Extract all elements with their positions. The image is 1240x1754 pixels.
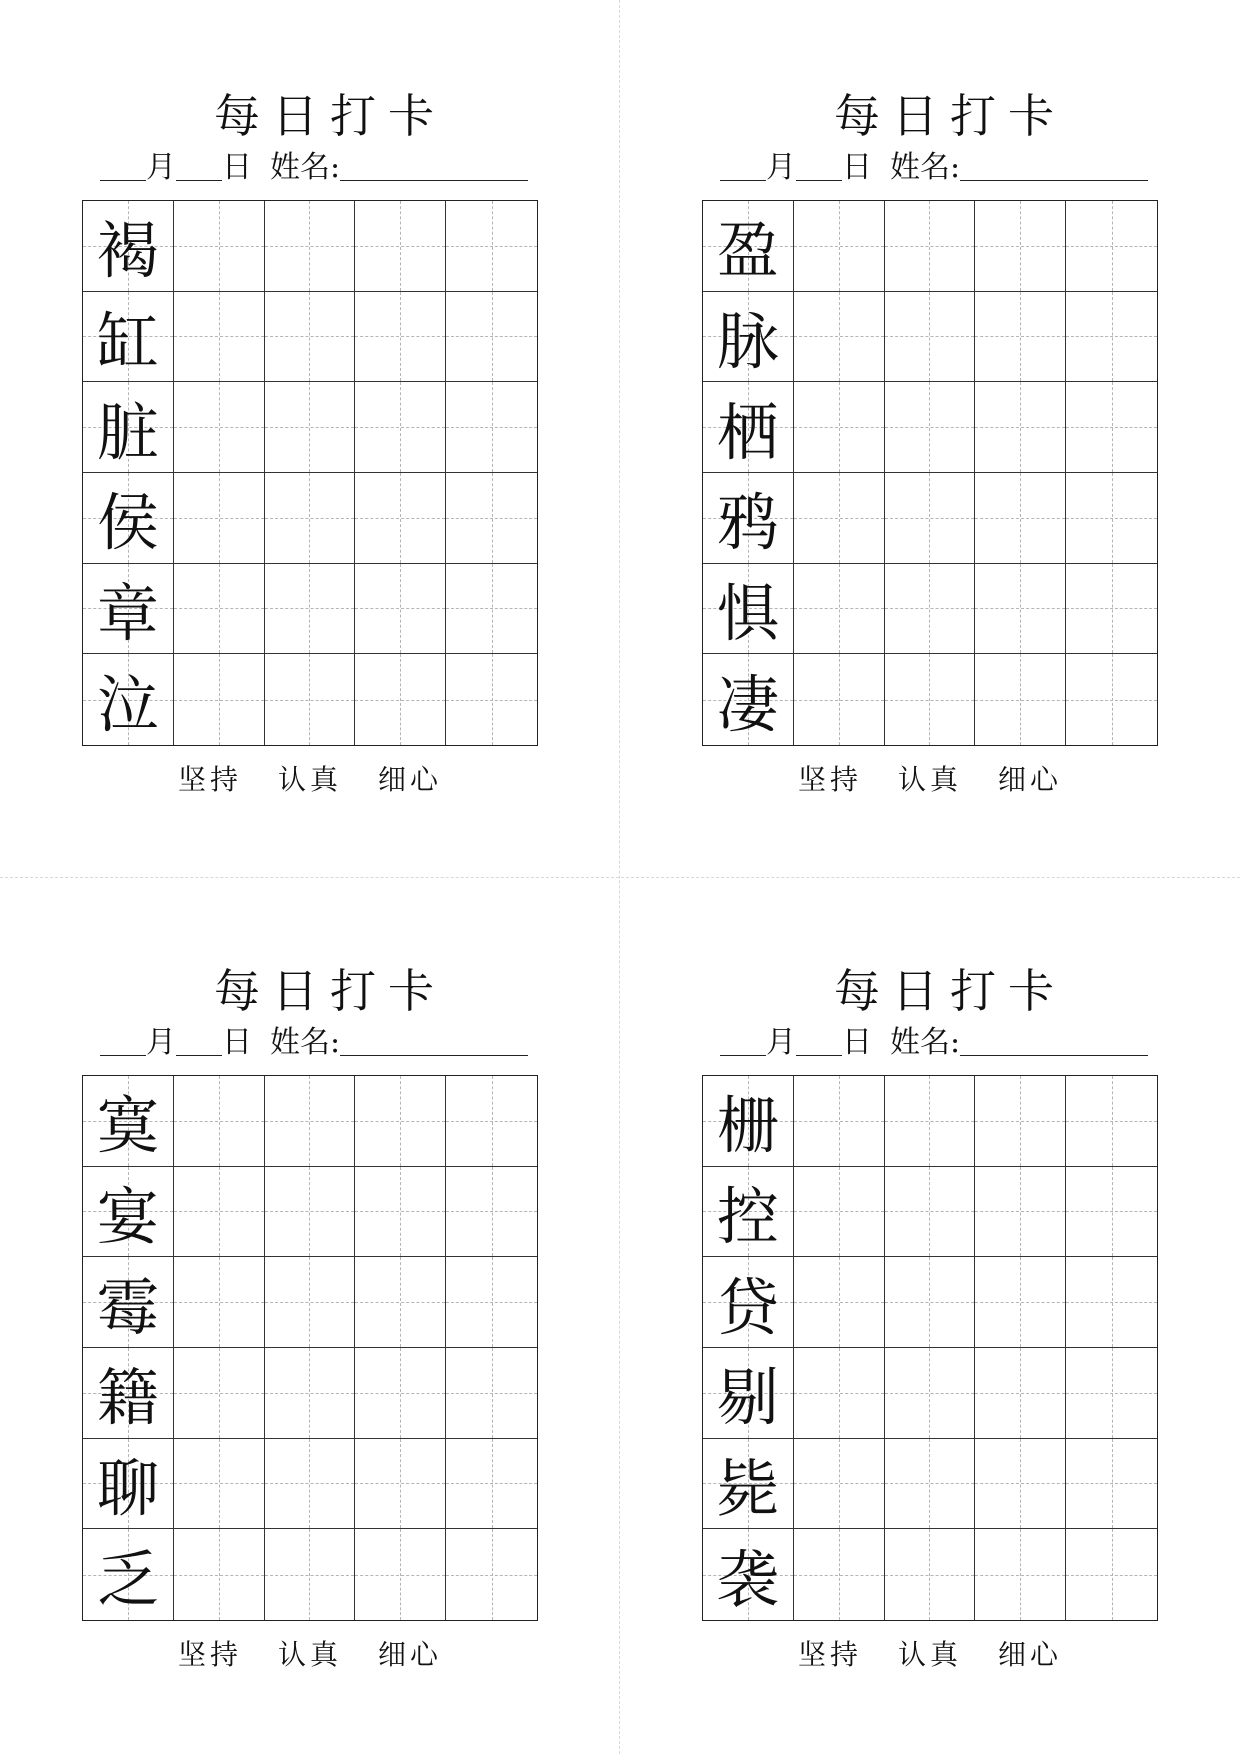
practice-cell[interactable] xyxy=(885,201,976,292)
motto-word: 认真 xyxy=(897,1638,962,1671)
model-char-cell xyxy=(703,1529,794,1620)
name-label: 姓名: xyxy=(890,150,961,185)
practice-cell[interactable] xyxy=(174,1348,265,1439)
date-name-fields xyxy=(100,1023,600,1063)
practice-cell[interactable] xyxy=(265,201,356,292)
practice-cell[interactable] xyxy=(265,1167,356,1258)
model-character: 鸦 xyxy=(716,486,779,560)
model-char-cell xyxy=(83,382,174,473)
model-character: 侯 xyxy=(96,486,159,560)
model-character: 聊 xyxy=(96,1451,159,1525)
practice-cell[interactable] xyxy=(446,201,537,292)
practice-cell[interactable] xyxy=(265,1257,356,1348)
day-blank[interactable] xyxy=(176,1025,222,1056)
motto xyxy=(60,760,560,800)
practice-cell[interactable] xyxy=(265,1348,356,1439)
practice-cell[interactable] xyxy=(355,1076,446,1167)
practice-cell[interactable] xyxy=(265,292,356,383)
practice-cell[interactable] xyxy=(174,292,265,383)
model-character: 剔 xyxy=(716,1361,779,1435)
practice-cell[interactable] xyxy=(174,1529,265,1620)
motto-word: 细心 xyxy=(998,763,1063,796)
practice-cell[interactable] xyxy=(174,1257,265,1348)
day-blank[interactable] xyxy=(176,150,222,181)
model-char-cell xyxy=(83,1167,174,1258)
practice-cell[interactable] xyxy=(355,1529,446,1620)
motto-word: 认真 xyxy=(277,1638,342,1671)
practice-cell[interactable] xyxy=(265,1529,356,1620)
model-character: 寞 xyxy=(96,1089,159,1163)
name-blank[interactable] xyxy=(340,1025,528,1056)
model-char-cell xyxy=(83,473,174,564)
model-char-cell xyxy=(83,1529,174,1620)
practice-cell[interactable] xyxy=(446,382,537,473)
practice-cell[interactable] xyxy=(446,292,537,383)
practice-cell[interactable] xyxy=(355,1167,446,1258)
model-char-cell xyxy=(703,1439,794,1530)
practice-cell[interactable] xyxy=(355,1439,446,1530)
practice-cell[interactable] xyxy=(174,1167,265,1258)
model-char-cell xyxy=(83,1257,174,1348)
motto xyxy=(680,760,1180,800)
day-label: 日 xyxy=(842,150,872,185)
writing-grid xyxy=(702,1075,1158,1621)
model-character: 栅 xyxy=(716,1089,779,1163)
model-character: 毙 xyxy=(716,1451,779,1525)
practice-cell[interactable] xyxy=(355,473,446,564)
model-char-cell xyxy=(703,1076,794,1167)
practice-cell[interactable] xyxy=(355,382,446,473)
practice-cell[interactable] xyxy=(355,292,446,383)
practice-cell[interactable] xyxy=(355,201,446,292)
month-label: 月 xyxy=(146,150,176,185)
month-blank[interactable] xyxy=(720,1025,766,1056)
motto-word: 坚持 xyxy=(797,1638,862,1671)
motto-word: 认真 xyxy=(897,763,962,796)
practice-cell[interactable] xyxy=(885,1348,976,1439)
practice-cell[interactable] xyxy=(174,382,265,473)
model-character: 栖 xyxy=(716,395,779,469)
cut-line-horizontal xyxy=(0,877,1240,878)
practice-cell[interactable] xyxy=(1066,473,1157,564)
practice-cell[interactable] xyxy=(794,1076,885,1167)
practice-cell[interactable] xyxy=(265,473,356,564)
practice-cell[interactable] xyxy=(265,1439,356,1530)
practice-cell[interactable] xyxy=(1066,292,1157,383)
model-char-cell xyxy=(83,1076,174,1167)
motto-word: 认真 xyxy=(277,763,342,796)
practice-cell[interactable] xyxy=(794,1439,885,1530)
practice-cell[interactable] xyxy=(975,201,1066,292)
date-name-fields xyxy=(720,148,1220,188)
name-label: 姓名: xyxy=(270,150,341,185)
card-title: 每日打卡 xyxy=(834,964,1066,1018)
practice-cell[interactable] xyxy=(446,1439,537,1530)
practice-cell[interactable] xyxy=(794,382,885,473)
name-label: 姓名: xyxy=(890,1025,961,1060)
practice-cell[interactable] xyxy=(794,654,885,745)
name-blank[interactable] xyxy=(960,150,1148,181)
practice-cell[interactable] xyxy=(794,473,885,564)
motto xyxy=(680,1635,1180,1675)
practice-cell[interactable] xyxy=(446,1348,537,1439)
practice-cell[interactable] xyxy=(885,473,976,564)
model-char-cell xyxy=(703,654,794,745)
practice-card xyxy=(60,955,600,1735)
model-character: 褐 xyxy=(96,214,159,288)
practice-cell[interactable] xyxy=(265,382,356,473)
model-character: 霉 xyxy=(96,1270,159,1344)
practice-cell[interactable] xyxy=(885,564,976,655)
model-char-cell xyxy=(703,382,794,473)
practice-cell[interactable] xyxy=(1066,564,1157,655)
practice-cell[interactable] xyxy=(1066,654,1157,745)
practice-cell[interactable] xyxy=(1066,1167,1157,1258)
practice-card xyxy=(680,80,1220,860)
day-blank[interactable] xyxy=(796,150,842,181)
model-char-cell xyxy=(703,473,794,564)
practice-cell[interactable] xyxy=(885,1257,976,1348)
model-char-cell xyxy=(703,564,794,655)
model-character: 盈 xyxy=(716,214,779,288)
practice-cell[interactable] xyxy=(975,292,1066,383)
practice-cell[interactable] xyxy=(975,382,1066,473)
model-character: 籍 xyxy=(96,1361,159,1435)
model-character: 惧 xyxy=(716,576,779,650)
practice-cell[interactable] xyxy=(265,564,356,655)
practice-cell[interactable] xyxy=(1066,1439,1157,1530)
practice-cell[interactable] xyxy=(975,473,1066,564)
month-blank[interactable] xyxy=(100,1025,146,1056)
practice-cell[interactable] xyxy=(1066,1257,1157,1348)
practice-cell[interactable] xyxy=(355,654,446,745)
model-char-cell xyxy=(703,292,794,383)
practice-cell[interactable] xyxy=(885,1167,976,1258)
practice-cell[interactable] xyxy=(975,654,1066,745)
practice-card xyxy=(60,80,600,860)
model-character: 控 xyxy=(716,1179,779,1253)
practice-cell[interactable] xyxy=(975,1076,1066,1167)
motto-word: 坚持 xyxy=(177,1638,242,1671)
practice-cell[interactable] xyxy=(975,564,1066,655)
practice-cell[interactable] xyxy=(174,564,265,655)
practice-cell[interactable] xyxy=(1066,382,1157,473)
day-blank[interactable] xyxy=(796,1025,842,1056)
model-character: 脏 xyxy=(96,395,159,469)
motto-word: 细心 xyxy=(378,763,443,796)
day-label: 日 xyxy=(222,1025,252,1060)
practice-cell[interactable] xyxy=(1066,1076,1157,1167)
practice-cell[interactable] xyxy=(975,1439,1066,1530)
model-char-cell xyxy=(83,654,174,745)
practice-cell[interactable] xyxy=(794,1348,885,1439)
card-title: 每日打卡 xyxy=(214,89,446,143)
practice-cell[interactable] xyxy=(885,1439,976,1530)
name-label: 姓名: xyxy=(270,1025,341,1060)
model-char-cell xyxy=(83,564,174,655)
writing-grid xyxy=(702,200,1158,746)
practice-card xyxy=(680,955,1220,1735)
date-name-fields xyxy=(100,148,600,188)
practice-cell[interactable] xyxy=(794,1529,885,1620)
practice-cell[interactable] xyxy=(446,564,537,655)
practice-cell[interactable] xyxy=(1066,1348,1157,1439)
date-name-fields xyxy=(720,1023,1220,1063)
practice-cell[interactable] xyxy=(975,1529,1066,1620)
model-character: 贷 xyxy=(716,1270,779,1344)
model-char-cell xyxy=(83,1348,174,1439)
practice-cell[interactable] xyxy=(174,654,265,745)
model-character: 宴 xyxy=(96,1179,159,1253)
practice-cell[interactable] xyxy=(975,1167,1066,1258)
practice-cell[interactable] xyxy=(355,1257,446,1348)
practice-cell[interactable] xyxy=(174,1439,265,1530)
practice-cell[interactable] xyxy=(975,1257,1066,1348)
practice-cell[interactable] xyxy=(885,1529,976,1620)
name-blank[interactable] xyxy=(960,1025,1148,1056)
practice-cell[interactable] xyxy=(885,1076,976,1167)
motto-word: 坚持 xyxy=(797,763,862,796)
card-title: 每日打卡 xyxy=(834,89,1066,143)
practice-cell[interactable] xyxy=(446,1167,537,1258)
practice-cell[interactable] xyxy=(794,1257,885,1348)
writing-grid xyxy=(82,200,538,746)
practice-cell[interactable] xyxy=(794,1167,885,1258)
month-label: 月 xyxy=(766,1025,796,1060)
practice-cell[interactable] xyxy=(355,1348,446,1439)
motto-word: 坚持 xyxy=(177,763,242,796)
model-character: 泣 xyxy=(96,668,159,742)
model-char-cell xyxy=(83,292,174,383)
practice-cell[interactable] xyxy=(265,1076,356,1167)
practice-cell[interactable] xyxy=(174,1076,265,1167)
model-character: 缸 xyxy=(96,304,159,378)
practice-cell[interactable] xyxy=(975,1348,1066,1439)
practice-cell[interactable] xyxy=(446,654,537,745)
practice-cell[interactable] xyxy=(446,1257,537,1348)
card-title: 每日打卡 xyxy=(214,964,446,1018)
model-character: 脉 xyxy=(716,304,779,378)
practice-cell[interactable] xyxy=(446,1529,537,1620)
month-blank[interactable] xyxy=(720,150,766,181)
model-character: 凄 xyxy=(716,668,779,742)
model-char-cell xyxy=(703,201,794,292)
practice-cell[interactable] xyxy=(1066,201,1157,292)
name-blank[interactable] xyxy=(340,150,528,181)
month-blank[interactable] xyxy=(100,150,146,181)
practice-cell[interactable] xyxy=(885,654,976,745)
practice-cell[interactable] xyxy=(794,292,885,383)
practice-cell[interactable] xyxy=(885,292,976,383)
practice-cell[interactable] xyxy=(1066,1529,1157,1620)
practice-cell[interactable] xyxy=(794,564,885,655)
model-char-cell xyxy=(703,1348,794,1439)
model-character: 章 xyxy=(96,576,159,650)
practice-cell[interactable] xyxy=(174,201,265,292)
practice-cell[interactable] xyxy=(794,201,885,292)
model-char-cell xyxy=(703,1167,794,1258)
practice-cell[interactable] xyxy=(446,473,537,564)
practice-cell[interactable] xyxy=(885,382,976,473)
model-character: 乏 xyxy=(96,1543,159,1617)
practice-cell[interactable] xyxy=(355,564,446,655)
model-char-cell xyxy=(703,1257,794,1348)
writing-grid xyxy=(82,1075,538,1621)
motto-word: 细心 xyxy=(378,1638,443,1671)
day-label: 日 xyxy=(222,150,252,185)
practice-cell[interactable] xyxy=(265,654,356,745)
model-character: 袭 xyxy=(716,1543,779,1617)
practice-cell[interactable] xyxy=(174,473,265,564)
motto-word: 细心 xyxy=(998,1638,1063,1671)
month-label: 月 xyxy=(146,1025,176,1060)
month-label: 月 xyxy=(766,150,796,185)
motto xyxy=(60,1635,560,1675)
day-label: 日 xyxy=(842,1025,872,1060)
model-char-cell xyxy=(83,1439,174,1530)
practice-cell[interactable] xyxy=(446,1076,537,1167)
model-char-cell xyxy=(83,201,174,292)
